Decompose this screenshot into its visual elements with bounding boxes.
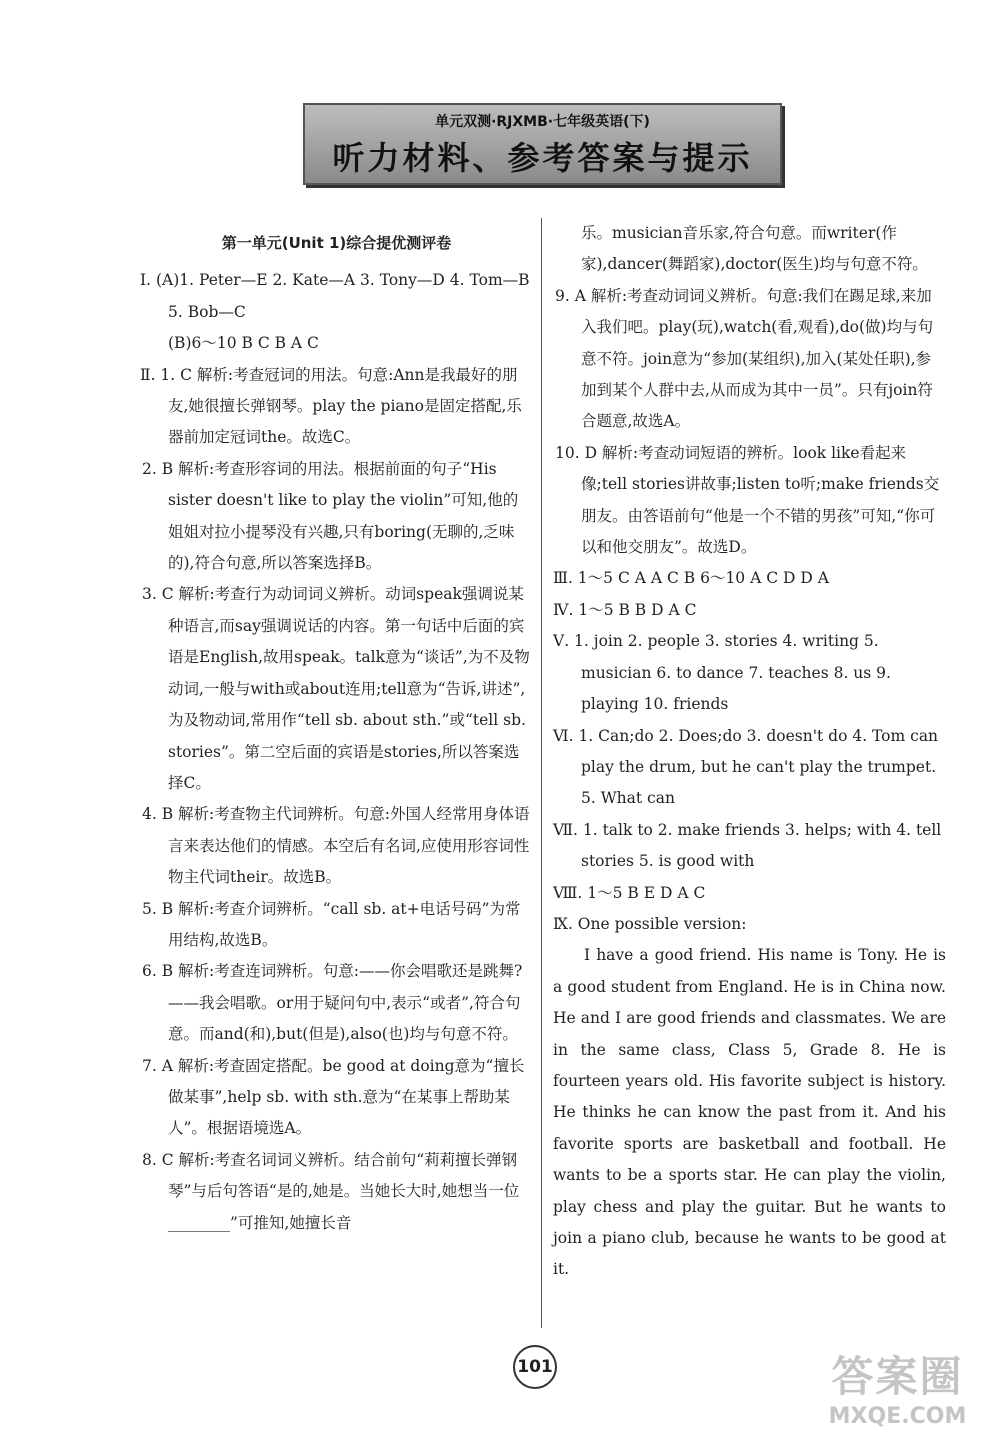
answer-paragraph: 9. A 解析:考查动词词义辨析。句意:我们在踢足球,来加入我们吧。play(玩),watch(看,观看),do(做)均与句意不符。join意为“参加(某组织),加入(某处任职),参加到某个人群中去,从而成为其中一员”。只有join符合题意,故选A。 <box>555 286 934 431</box>
answer-paragraph: Ⅵ. 1. Can;do 2. Does;do 3. doesn't do 4. Tom can play the drum, but he can't play the trumpet. 5. What can <box>553 726 939 808</box>
answer-paragraph: 5. B 解析:考查介词辨析。“call sb. at+电话号码”为常用结构,故选B。 <box>142 899 521 949</box>
answer-paragraph: Ⅳ. 1～5 B B D A C <box>553 600 697 619</box>
answer-paragraph: Ⅲ. 1～5 C A A C B 6～10 A C D D A <box>553 569 829 588</box>
header-subtitle: 单元双测·RJXMB·七年级英语(下) <box>435 114 650 130</box>
answer-paragraph: 7. A 解析:考查固定搭配。be good at doing意为“擅长做某事”,help sb. with sth.意为“在某事上帮助某人”。根据语境选A。 <box>142 1056 525 1138</box>
watermark-logo <box>805 1344 990 1429</box>
answer-paragraph: 2. B 解析:考查形容词的用法。根据前面的句子“His sister doesn't like to play the violin”可知,他的姐姐对拉小提琴没有兴趣,只有boring(无聊的,乏味的),符合句意,所以答案选择B。 <box>142 459 519 573</box>
answer-paragraph: 乐。musician音乐家,符合句意。而writer(作家),dancer(舞蹈家),doctor(医生)均与句意不符。 <box>581 224 928 274</box>
watermark-url: MXQE.COM <box>828 1404 967 1429</box>
answer-paragraph: Ⅴ. 1. join 2. people 3. stories 4. writing 5. musician 6. to dance 7. teaches 8. us 9. playing 10. friends <box>553 632 891 714</box>
left-column <box>140 218 533 1239</box>
answer-paragraph: 4. B 解析:考查物主代词辨析。句意:外国人经常用身体语言来表达他们的情感。本空后有名词,应使用形容词性物主代词their。故选B。 <box>142 805 530 887</box>
section-title: 第一单元(Unit 1)综合提优测评卷 <box>221 234 452 252</box>
page-number <box>505 1345 565 1387</box>
right-answers <box>553 218 946 1286</box>
left-answers <box>140 265 533 1239</box>
answer-paragraph: 10. D 解析:考查动词短语的辨析。look like看起来像;tell stories讲故事;listen to听;make friends交朋友。由答语前句“他是一个不错的男孩”可知,“你可以和他交朋友”。故选D。 <box>555 443 940 557</box>
answer-paragraph: 8. C 解析:考查名词词义辨析。结合前句“莉莉擅长弹钢琴”与后句答语“是的,她是。当她长大时,她想当一位________”可推知,她擅长音 <box>142 1150 520 1232</box>
answer-paragraph: 3. C 解析:考查行为动词词义辨析。动词speak强调说某种语言,而say强调说话的内容。第一句话中后面的宾语是English,故用speak。talk意为“谈话”,为不及物动词,一般与with或about连用;tell意为“告诉,讲述”,为及物动词,常用作“tell sb. about sth.”或“tell sb. stories”。第二空后面的宾语是stories,所以答案选择C。 <box>142 585 530 792</box>
answer-paragraph: Ⅶ. 1. talk to 2. make friends 3. helps; with 4. tell stories 5. is good with <box>553 820 942 871</box>
answer-paragraph: 6. B 解析:考查连词辨析。句意:——你会唱歌还是跳舞?——我会唱歌。or用于疑问句中,表示“或者”,符合句意。而and(和),but(但是),also(也)均与句意不符。 <box>142 962 523 1044</box>
answer-paragraph: Ⅷ. 1～5 B E D A C <box>553 883 706 902</box>
header-banner <box>303 103 782 185</box>
page-number-label: 101 <box>513 1345 557 1389</box>
answer-paragraph: Ⅱ. 1. C 解析:考查冠词的用法。句意:Ann是我最好的朋友,她很擅长弹钢琴。play the piano是固定搭配,乐器前加定冠词the。故选C。 <box>140 365 522 447</box>
answer-paragraph: (B)6～10 B C B A C <box>168 334 319 353</box>
answer-paragraph: I have a good friend. His name is Tony. He is a good student from England. He is in China now. He and I are good friends and classmates. We are in the same class, Class 5, Grade 8. He is fourteen years old. His favorite subject is history. He thinks he can know the past from it. And his favorite sports are basketball and football. He wants to be a sports star. He can play the violin, play chess and play the guitar. But he wants to join a piano club, because he wants to be good at it. <box>553 946 946 1279</box>
answer-paragraph: Ⅸ. One possible version: <box>553 914 747 933</box>
header-title: 听力材料、参考答案与提示 <box>332 139 753 177</box>
right-column <box>553 218 946 1286</box>
watermark-text: 答案圈 <box>831 1352 964 1401</box>
answer-paragraph: Ⅰ. (A)1. Peter—E 2. Kate—A 3. Tony—D 4. Tom—B 5. Bob—C <box>140 271 530 321</box>
column-divider <box>541 218 542 1328</box>
